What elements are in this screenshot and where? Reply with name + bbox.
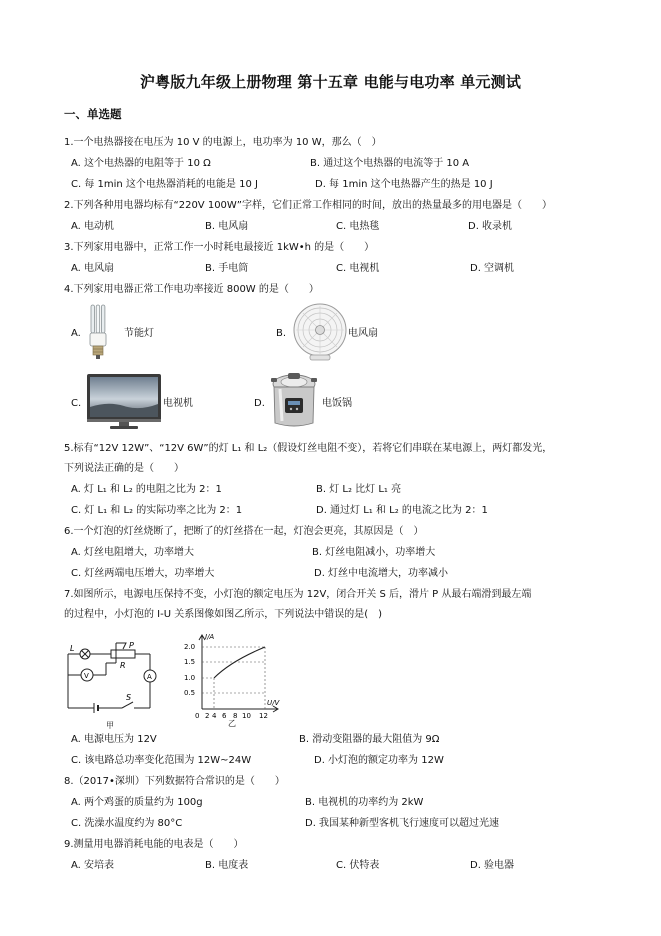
question-6-option-b[interactable]: B. 灯丝电阻减小，功率增大 <box>312 547 436 558</box>
question-3-option-b[interactable]: B. 手电筒 <box>205 263 249 274</box>
x-tick-4: 4 <box>212 712 217 720</box>
voltmeter-label: V <box>84 672 89 680</box>
question-7-option-d[interactable]: D. 小灯泡的额定功率为 12W <box>314 755 444 766</box>
question-3-option-c[interactable]: C. 电视机 <box>336 263 380 274</box>
question-4-option-b-letter[interactable]: B. <box>276 328 287 339</box>
question-7-option-a[interactable]: A. 电源电压为 12V <box>71 734 157 745</box>
y-tick-2-0: 2.0 <box>184 643 196 651</box>
y-tick-1-0: 1.0 <box>184 674 196 682</box>
television-icon <box>86 373 162 431</box>
ammeter-label: A <box>147 673 152 681</box>
x-tick-8: 8 <box>233 712 238 720</box>
question-9-option-d[interactable]: D. 验电器 <box>470 860 515 871</box>
question-1-option-d[interactable]: D. 每 1min 这个电热器产生的热是 10 J <box>315 179 493 190</box>
question-5-option-d[interactable]: D. 通过灯 L₁ 和 L₂ 的电流之比为 2：1 <box>316 505 488 516</box>
question-2-option-b[interactable]: B. 电风扇 <box>205 221 249 232</box>
rheostat-label: R <box>120 661 126 670</box>
iu-graph-yi <box>176 631 284 723</box>
question-9-option-c[interactable]: C. 伏特表 <box>336 860 380 871</box>
switch-label: S <box>126 693 132 702</box>
question-5-option-a[interactable]: A. 灯 L₁ 和 L₂ 的电阻之比为 2：1 <box>71 484 222 495</box>
lamp-label: L <box>70 644 75 653</box>
question-7-option-c[interactable]: C. 该电路总功率变化范围为 12W~24W <box>71 755 252 766</box>
iu-curve <box>214 647 265 678</box>
question-4-option-b-text[interactable]: 电风扇 <box>348 328 378 339</box>
question-4-option-a-text[interactable]: 节能灯 <box>124 328 154 339</box>
question-5-stem-line-1: 5.标有“12V 12W”、“12V 6W”的灯 L₁ 和 L₂（假设灯丝电阻不变），若将它们串联在某电源上，两灯都发光， <box>64 443 553 454</box>
question-5-option-b[interactable]: B. 灯 L₂ 比灯 L₁ 亮 <box>316 484 402 495</box>
y-tick-1-5: 1.5 <box>184 658 196 666</box>
rice-cooker-icon <box>268 371 320 431</box>
question-2-stem: 2.下列各种用电器均标有“220V 100W”字样，它们正常工作相同的时间，放出的热量最多的用电器是（ ） <box>64 200 552 211</box>
question-8-option-d[interactable]: D. 我国某种新型客机飞行速度可以超过光速 <box>305 818 500 829</box>
question-6-option-c[interactable]: C. 灯丝两端电压增大，功率增大 <box>71 568 215 579</box>
question-8-option-c[interactable]: C. 洗澡水温度约为 80°C <box>71 818 183 829</box>
question-2-option-a[interactable]: A. 电动机 <box>71 221 115 232</box>
x-tick-0: 0 <box>195 712 200 720</box>
question-7-option-b[interactable]: B. 滑动变阻器的最大阻值为 9Ω <box>299 734 440 745</box>
section-heading: 一、单选题 <box>64 107 122 121</box>
question-2-option-c[interactable]: C. 电热毯 <box>336 221 380 232</box>
question-4-stem: 4.下列家用电器正常工作电功率接近 800W 的是（ ） <box>64 284 319 295</box>
y-axis-label: I/A <box>205 633 215 641</box>
question-9-stem: 9.测量用电器消耗电能的电表是（ ） <box>64 839 244 850</box>
cfl-bulb-icon <box>87 303 109 361</box>
question-9-option-a[interactable]: A. 安培表 <box>71 860 115 871</box>
slider-label: P <box>129 641 134 650</box>
question-6-stem: 6.一个灯泡的灯丝烧断了，把断了的灯丝搭在一起，灯泡会更亮，其原因是（ ） <box>64 526 424 537</box>
figure-jia-caption: 甲 <box>106 721 114 730</box>
question-9-option-b[interactable]: B. 电度表 <box>205 860 249 871</box>
page-title: 沪粤版九年级上册物理 第十五章 电能与电功率 单元测试 <box>139 73 522 91</box>
question-2-option-d[interactable]: D. 收录机 <box>468 221 513 232</box>
x-tick-10: 10 <box>242 712 251 720</box>
question-1-option-a[interactable]: A. 这个电热器的电阻等于 10 Ω <box>71 158 211 169</box>
x-tick-12: 12 <box>259 712 268 720</box>
question-7-stem-line-2: 的过程中，小灯泡的 I-U 关系图像如图乙所示，下列说法中错误的是( ) <box>64 609 383 620</box>
x-axis-label: U/V <box>267 699 280 707</box>
question-8-option-b[interactable]: B. 电视机的功率约为 2kW <box>305 797 424 808</box>
circuit-diagram-jia <box>64 641 164 719</box>
question-4-option-d-letter[interactable]: D. <box>254 398 265 409</box>
question-3-option-d[interactable]: D. 空调机 <box>470 263 515 274</box>
question-3-stem: 3.下列家用电器中，正常工作一小时耗电最接近 1kW•h 的是（ ） <box>64 242 375 253</box>
question-1-stem: 1.一个电热器接在电压为 10 V 的电源上，电功率为 10 W，那么（ ） <box>64 137 382 148</box>
question-4-option-c-letter[interactable]: C. <box>71 398 82 409</box>
question-3-option-a[interactable]: A. 电风扇 <box>71 263 115 274</box>
question-8-option-a[interactable]: A. 两个鸡蛋的质量约为 100g <box>71 797 203 808</box>
question-5-stem-line-2: 下列说法正确的是（ ） <box>64 463 184 474</box>
x-tick-6: 6 <box>222 712 227 720</box>
question-1-option-b[interactable]: B. 通过这个电热器的电流等于 10 A <box>310 158 470 169</box>
question-4-option-a-letter[interactable]: A. <box>71 328 81 339</box>
figure-yi-caption: 乙 <box>228 719 236 728</box>
question-7-stem-line-1: 7.如图所示，电源电压保持不变，小灯泡的额定电压为 12V，闭合开关 S 后，滑片 P 从最右端滑到最左端 <box>64 589 532 600</box>
x-tick-2: 2 <box>205 712 210 720</box>
question-4-option-c-text[interactable]: 电视机 <box>163 398 193 409</box>
question-5-option-c[interactable]: C. 灯 L₁ 和 L₂ 的实际功率之比为 2：1 <box>71 505 243 516</box>
y-tick-0-5: 0.5 <box>184 689 196 697</box>
question-6-option-a[interactable]: A. 灯丝电阻增大，功率增大 <box>71 547 195 558</box>
question-6-option-d[interactable]: D. 灯丝中电流增大，功率减小 <box>314 568 449 579</box>
question-8-stem: 8.（2017•深圳）下列数据符合常识的是（ ） <box>64 776 285 787</box>
question-4-option-d-text[interactable]: 电饭锅 <box>322 398 352 409</box>
question-1-option-c[interactable]: C. 每 1min 这个电热器消耗的电能是 10 J <box>71 179 258 190</box>
fan-icon <box>292 302 348 362</box>
